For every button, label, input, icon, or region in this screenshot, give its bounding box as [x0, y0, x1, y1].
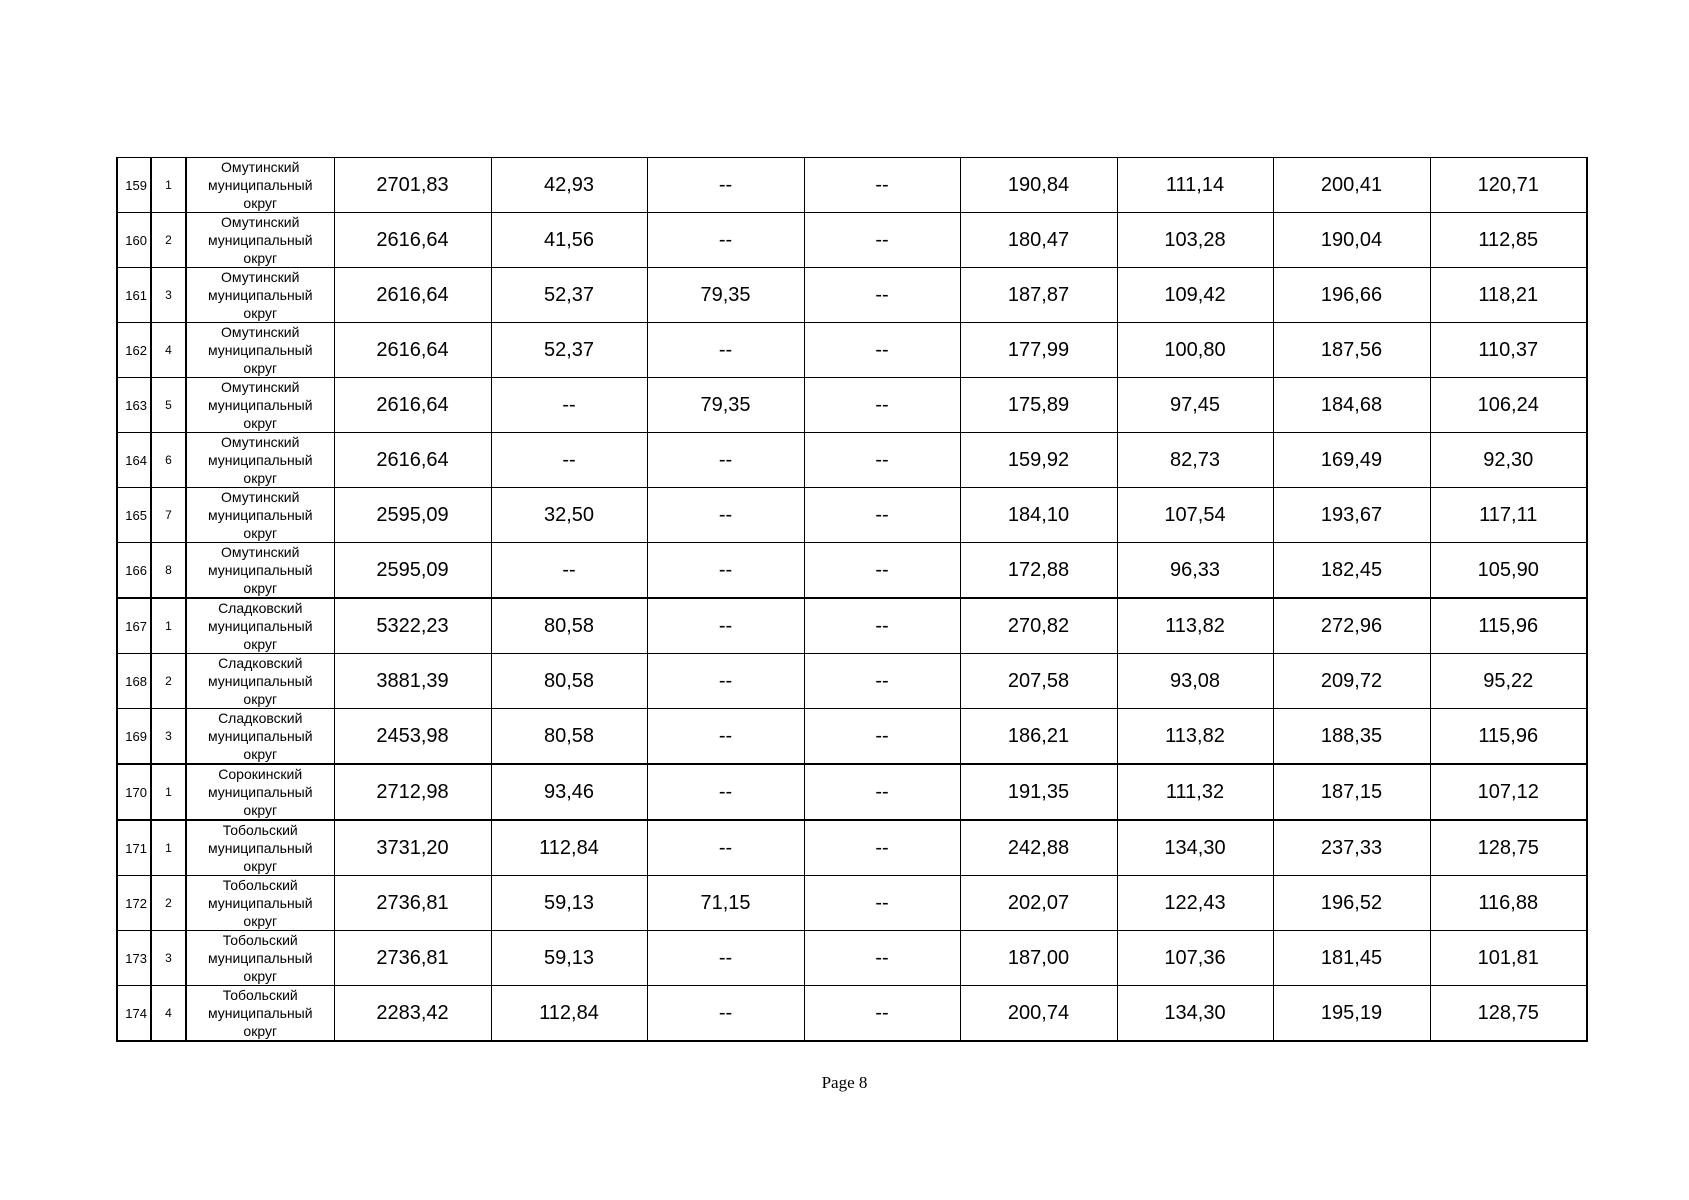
value-cell-7: 182,45: [1273, 543, 1430, 599]
value-cell-7: 190,04: [1273, 213, 1430, 268]
value-cell-8: 92,30: [1430, 433, 1587, 488]
value-cell-1: 2616,64: [334, 378, 491, 433]
municipality-cell: Тобольский муниципальный округ: [186, 820, 334, 876]
value-cell-5: 184,10: [960, 488, 1117, 543]
row-index-cell: 174: [117, 986, 151, 1042]
municipality-cell: Омутинский муниципальный округ: [186, 158, 334, 213]
row-index-cell: 162: [117, 323, 151, 378]
value-cell-6: 93,08: [1117, 654, 1273, 709]
value-cell-4: --: [804, 488, 960, 543]
row-index-cell: 166: [117, 543, 151, 599]
row-index-cell: 169: [117, 709, 151, 765]
value-cell-7: 184,68: [1273, 378, 1430, 433]
table-row: [117, 433, 1587, 488]
value-cell-4: --: [804, 931, 960, 986]
value-cell-5: 207,58: [960, 654, 1117, 709]
value-cell-1: 3881,39: [334, 654, 491, 709]
value-cell-3: --: [647, 820, 804, 876]
municipality-cell: Тобольский муниципальный округ: [186, 986, 334, 1042]
value-cell-6: 103,28: [1117, 213, 1273, 268]
value-cell-6: 111,32: [1117, 764, 1273, 820]
value-cell-3: --: [647, 488, 804, 543]
value-cell-2: --: [491, 433, 647, 488]
value-cell-3: 71,15: [647, 876, 804, 931]
municipality-cell: Омутинский муниципальный округ: [186, 433, 334, 488]
value-cell-2: 93,46: [491, 764, 647, 820]
value-cell-8: 107,12: [1430, 764, 1587, 820]
row-number-cell: 4: [151, 986, 186, 1042]
value-cell-3: --: [647, 931, 804, 986]
row-index-cell: 161: [117, 268, 151, 323]
value-cell-4: --: [804, 543, 960, 599]
row-number-cell: 2: [151, 876, 186, 931]
value-cell-6: 97,45: [1117, 378, 1273, 433]
row-index-cell: 168: [117, 654, 151, 709]
table-row: [117, 158, 1587, 213]
row-number-cell: 1: [151, 598, 186, 654]
value-cell-2: 59,13: [491, 876, 647, 931]
value-cell-3: --: [647, 986, 804, 1042]
value-cell-8: 128,75: [1430, 820, 1587, 876]
row-index-cell: 170: [117, 764, 151, 820]
value-cell-5: 242,88: [960, 820, 1117, 876]
table-body: [117, 158, 1587, 1042]
row-number-cell: 7: [151, 488, 186, 543]
value-cell-7: 187,15: [1273, 764, 1430, 820]
row-index-cell: 173: [117, 931, 151, 986]
value-cell-5: 172,88: [960, 543, 1117, 599]
table-row: [117, 709, 1587, 765]
value-cell-6: 107,54: [1117, 488, 1273, 543]
table-row: [117, 323, 1587, 378]
value-cell-8: 120,71: [1430, 158, 1587, 213]
table-row: [117, 820, 1587, 876]
value-cell-4: --: [804, 764, 960, 820]
value-cell-8: 101,81: [1430, 931, 1587, 986]
value-cell-4: --: [804, 158, 960, 213]
value-cell-7: 193,67: [1273, 488, 1430, 543]
value-cell-7: 237,33: [1273, 820, 1430, 876]
value-cell-6: 111,14: [1117, 158, 1273, 213]
row-index-cell: 164: [117, 433, 151, 488]
value-cell-1: 2616,64: [334, 433, 491, 488]
row-index-cell: 167: [117, 598, 151, 654]
row-number-cell: 1: [151, 158, 186, 213]
value-cell-4: --: [804, 378, 960, 433]
value-cell-5: 202,07: [960, 876, 1117, 931]
municipality-cell: Омутинский муниципальный округ: [186, 268, 334, 323]
value-cell-8: 112,85: [1430, 213, 1587, 268]
municipality-cell: Тобольский муниципальный округ: [186, 931, 334, 986]
value-cell-2: 112,84: [491, 986, 647, 1042]
row-index-cell: 172: [117, 876, 151, 931]
value-cell-4: --: [804, 323, 960, 378]
value-cell-1: 2595,09: [334, 543, 491, 599]
municipality-cell: Сорокинский муниципальный округ: [186, 764, 334, 820]
municipality-cell: Омутинский муниципальный округ: [186, 378, 334, 433]
value-cell-7: 200,41: [1273, 158, 1430, 213]
value-cell-5: 187,87: [960, 268, 1117, 323]
row-index-cell: 171: [117, 820, 151, 876]
municipality-cell: Омутинский муниципальный округ: [186, 543, 334, 599]
value-cell-4: --: [804, 433, 960, 488]
value-cell-2: 80,58: [491, 598, 647, 654]
value-cell-1: 2736,81: [334, 876, 491, 931]
row-number-cell: 8: [151, 543, 186, 599]
value-cell-7: 209,72: [1273, 654, 1430, 709]
row-number-cell: 3: [151, 268, 186, 323]
value-cell-8: 128,75: [1430, 986, 1587, 1042]
value-cell-2: 80,58: [491, 709, 647, 765]
value-cell-3: --: [647, 654, 804, 709]
value-cell-7: 196,66: [1273, 268, 1430, 323]
value-cell-5: 186,21: [960, 709, 1117, 765]
value-cell-4: --: [804, 598, 960, 654]
value-cell-8: 110,37: [1430, 323, 1587, 378]
value-cell-8: 95,22: [1430, 654, 1587, 709]
value-cell-3: --: [647, 709, 804, 765]
value-cell-6: 134,30: [1117, 820, 1273, 876]
value-cell-3: --: [647, 158, 804, 213]
value-cell-6: 100,80: [1117, 323, 1273, 378]
value-cell-1: 2595,09: [334, 488, 491, 543]
value-cell-4: --: [804, 820, 960, 876]
table-row: [117, 876, 1587, 931]
row-number-cell: 3: [151, 931, 186, 986]
row-index-cell: 159: [117, 158, 151, 213]
value-cell-2: 41,56: [491, 213, 647, 268]
row-number-cell: 6: [151, 433, 186, 488]
value-cell-7: 169,49: [1273, 433, 1430, 488]
value-cell-6: 134,30: [1117, 986, 1273, 1042]
value-cell-5: 159,92: [960, 433, 1117, 488]
table-row: [117, 268, 1587, 323]
municipality-cell: Омутинский муниципальный округ: [186, 323, 334, 378]
row-number-cell: 2: [151, 654, 186, 709]
value-cell-5: 190,84: [960, 158, 1117, 213]
value-cell-2: 52,37: [491, 268, 647, 323]
value-cell-3: --: [647, 433, 804, 488]
value-cell-4: --: [804, 986, 960, 1042]
value-cell-3: --: [647, 598, 804, 654]
row-number-cell: 3: [151, 709, 186, 765]
value-cell-1: 2283,42: [334, 986, 491, 1042]
row-number-cell: 5: [151, 378, 186, 433]
value-cell-6: 82,73: [1117, 433, 1273, 488]
value-cell-2: 80,58: [491, 654, 647, 709]
value-cell-1: 2701,83: [334, 158, 491, 213]
value-cell-1: 2616,64: [334, 268, 491, 323]
row-number-cell: 2: [151, 213, 186, 268]
row-index-cell: 160: [117, 213, 151, 268]
value-cell-1: 5322,23: [334, 598, 491, 654]
value-cell-7: 272,96: [1273, 598, 1430, 654]
table-row: [117, 931, 1587, 986]
value-cell-7: 195,19: [1273, 986, 1430, 1042]
value-cell-2: 59,13: [491, 931, 647, 986]
value-cell-1: 2712,98: [334, 764, 491, 820]
value-cell-4: --: [804, 213, 960, 268]
municipality-cell: Тобольский муниципальный округ: [186, 876, 334, 931]
value-cell-4: --: [804, 268, 960, 323]
value-cell-5: 270,82: [960, 598, 1117, 654]
value-cell-5: 200,74: [960, 986, 1117, 1042]
row-index-cell: 163: [117, 378, 151, 433]
value-cell-3: --: [647, 213, 804, 268]
value-cell-1: 2616,64: [334, 323, 491, 378]
row-number-cell: 4: [151, 323, 186, 378]
value-cell-3: --: [647, 764, 804, 820]
value-cell-7: 196,52: [1273, 876, 1430, 931]
municipality-cell: Сладковский муниципальный округ: [186, 598, 334, 654]
value-cell-5: 180,47: [960, 213, 1117, 268]
value-cell-5: 191,35: [960, 764, 1117, 820]
value-cell-1: 2736,81: [334, 931, 491, 986]
value-cell-3: 79,35: [647, 378, 804, 433]
table-row: [117, 488, 1587, 543]
value-cell-6: 107,36: [1117, 931, 1273, 986]
value-cell-6: 109,42: [1117, 268, 1273, 323]
value-cell-2: 42,93: [491, 158, 647, 213]
municipality-cell: Омутинский муниципальный округ: [186, 213, 334, 268]
table-row: [117, 543, 1587, 599]
page-number: Page 8: [821, 1073, 868, 1092]
data-table: [116, 157, 1588, 1042]
municipality-cell: Сладковский муниципальный округ: [186, 709, 334, 765]
value-cell-8: 115,96: [1430, 598, 1587, 654]
value-cell-3: --: [647, 323, 804, 378]
row-index-cell: 165: [117, 488, 151, 543]
value-cell-6: 113,82: [1117, 598, 1273, 654]
value-cell-7: 181,45: [1273, 931, 1430, 986]
value-cell-8: 117,11: [1430, 488, 1587, 543]
value-cell-1: 3731,20: [334, 820, 491, 876]
value-cell-2: 52,37: [491, 323, 647, 378]
value-cell-7: 187,56: [1273, 323, 1430, 378]
value-cell-1: 2453,98: [334, 709, 491, 765]
value-cell-6: 122,43: [1117, 876, 1273, 931]
value-cell-8: 116,88: [1430, 876, 1587, 931]
value-cell-8: 106,24: [1430, 378, 1587, 433]
value-cell-4: --: [804, 876, 960, 931]
value-cell-2: 112,84: [491, 820, 647, 876]
value-cell-8: 105,90: [1430, 543, 1587, 599]
value-cell-5: 175,89: [960, 378, 1117, 433]
municipality-cell: Сладковский муниципальный округ: [186, 654, 334, 709]
value-cell-2: --: [491, 543, 647, 599]
value-cell-4: --: [804, 654, 960, 709]
row-number-cell: 1: [151, 764, 186, 820]
table-row: [117, 764, 1587, 820]
value-cell-8: 115,96: [1430, 709, 1587, 765]
table-row: [117, 598, 1587, 654]
value-cell-6: 96,33: [1117, 543, 1273, 599]
value-cell-2: 32,50: [491, 488, 647, 543]
value-cell-5: 177,99: [960, 323, 1117, 378]
table-row: [117, 378, 1587, 433]
value-cell-2: --: [491, 378, 647, 433]
value-cell-7: 188,35: [1273, 709, 1430, 765]
value-cell-8: 118,21: [1430, 268, 1587, 323]
table-row: [117, 986, 1587, 1042]
value-cell-4: --: [804, 709, 960, 765]
municipality-cell: Омутинский муниципальный округ: [186, 488, 334, 543]
row-number-cell: 1: [151, 820, 186, 876]
table-row: [117, 213, 1587, 268]
value-cell-6: 113,82: [1117, 709, 1273, 765]
value-cell-1: 2616,64: [334, 213, 491, 268]
value-cell-3: 79,35: [647, 268, 804, 323]
value-cell-5: 187,00: [960, 931, 1117, 986]
table-row: [117, 654, 1587, 709]
value-cell-3: --: [647, 543, 804, 599]
